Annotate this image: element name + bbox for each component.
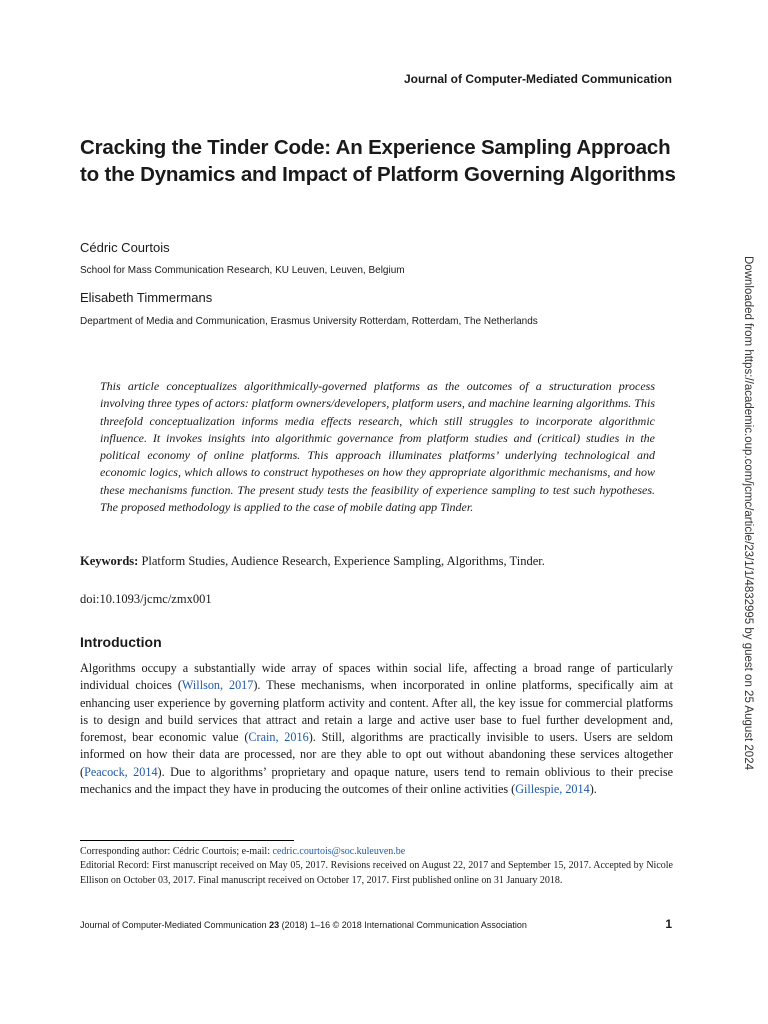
citation-link[interactable]: Gillespie, 2014 <box>515 782 590 797</box>
body-text: Algorithms occupy a substantially wide array of spaces within social life, affecting a broad range of particularly individual choices ( <box>80 661 673 693</box>
abstract: This article conceptualizes algorithmically-governed platforms as the outcomes of a structuration process involving three types of actors: platform owners/developers, platform users, and machine learning algorithms. This threefold conceptualization informs media effects research, which still struggles to incorporate algorithmic influence. It invokes insights into algorithmic governance from platform studies and (critical) studies in the political economy of online platforms. This approach illuminates platforms’ underlying technological and economic logics, which allows to construct hypotheses on how they appropriate algorithmic mechanisms, and how these mechanisms function. The present study tests the feasibility of experience sampling to test such hypotheses. The proposed methodology is applied to the case of mobile dating app Tinder. <box>100 379 655 515</box>
footer-copyright: (2018) 1–16 © 2018 International Communication Association <box>279 920 527 930</box>
download-watermark-text: Downloaded from https://academic.oup.com/jcmc/article/23/1/1/4832995 by guest on 25 August 2024 <box>742 256 754 770</box>
keywords-text: Platform Studies, Audience Research, Experience Sampling, Algorithms, Tinder. <box>141 554 545 568</box>
body-text: ). Due to algorithms’ proprietary and opaque nature, users tend to remain oblivious to their precise mechanics and the impact they have in producing the outcomes of their online activities ( <box>80 764 673 797</box>
citation-link[interactable]: Peacock, 2014 <box>84 764 158 779</box>
body-text: ). Still, algorithms are practically invisible to users. Users are seldom informed on how their data are processed, nor are they able to opt out without abandoning these services altogether ( <box>80 730 673 779</box>
keywords <box>80 554 680 569</box>
footnote-divider <box>80 840 294 841</box>
journal-header: Journal of Computer-Mediated Communication <box>403 72 672 86</box>
corresponding-author-text: Corresponding author: Cédric Courtois; e-mail: <box>80 846 273 857</box>
section-heading: Introduction <box>80 634 162 650</box>
footer-journal: Journal of Computer-Mediated Communication <box>80 920 270 930</box>
keywords-label: Keywords: <box>80 554 139 568</box>
footer-volume: 23 <box>269 920 280 930</box>
page-number: 1 <box>665 917 672 931</box>
footnotes <box>80 845 673 888</box>
article-title: Cracking the Tinder Code: An Experience Sampling Approach to the Dynamics and Impact of Platform Governing Algorithms <box>80 136 676 186</box>
page-footer <box>80 920 527 930</box>
introduction-paragraph <box>80 660 673 798</box>
author-name: Elisabeth Timmermans <box>80 290 213 305</box>
citation-link[interactable]: Crain, 2016 <box>248 730 309 745</box>
author-affiliation: Department of Media and Communication, Erasmus University Rotterdam, Rotterdam, The Netherlands <box>80 316 538 327</box>
doi: doi:10.1093/jcmc/zmx001 <box>80 592 212 606</box>
email-link[interactable]: cedric.courtois@soc.kuleuven.be <box>272 846 406 857</box>
author-name: Cédric Courtois <box>80 240 170 255</box>
body-text: ). <box>589 782 597 797</box>
corresponding-author-note <box>80 845 673 859</box>
author-affiliation: School for Mass Communication Research, KU Leuven, Leuven, Belgium <box>80 265 405 276</box>
download-watermark <box>740 256 754 776</box>
citation-link[interactable]: Willson, 2017 <box>181 678 254 693</box>
editorial-record: Editorial Record: First manuscript received on May 05, 2017. Revisions received on August 22, 2017 and September 15, 2017. Accepted by Nicole Ellison on October 03, 2017. Final manuscript received on October 17, 2017. First published online on 31 January 2018. <box>80 860 673 886</box>
body-text: ). These mechanisms, when incorporated in online platforms, specifically aim at enhancing user experience by governing platform activity and content. After all, the key issue for commercial platforms is to design and build services that attract and retain a large and active user base to fuel further development and, foremost, bear economic value ( <box>80 678 673 745</box>
